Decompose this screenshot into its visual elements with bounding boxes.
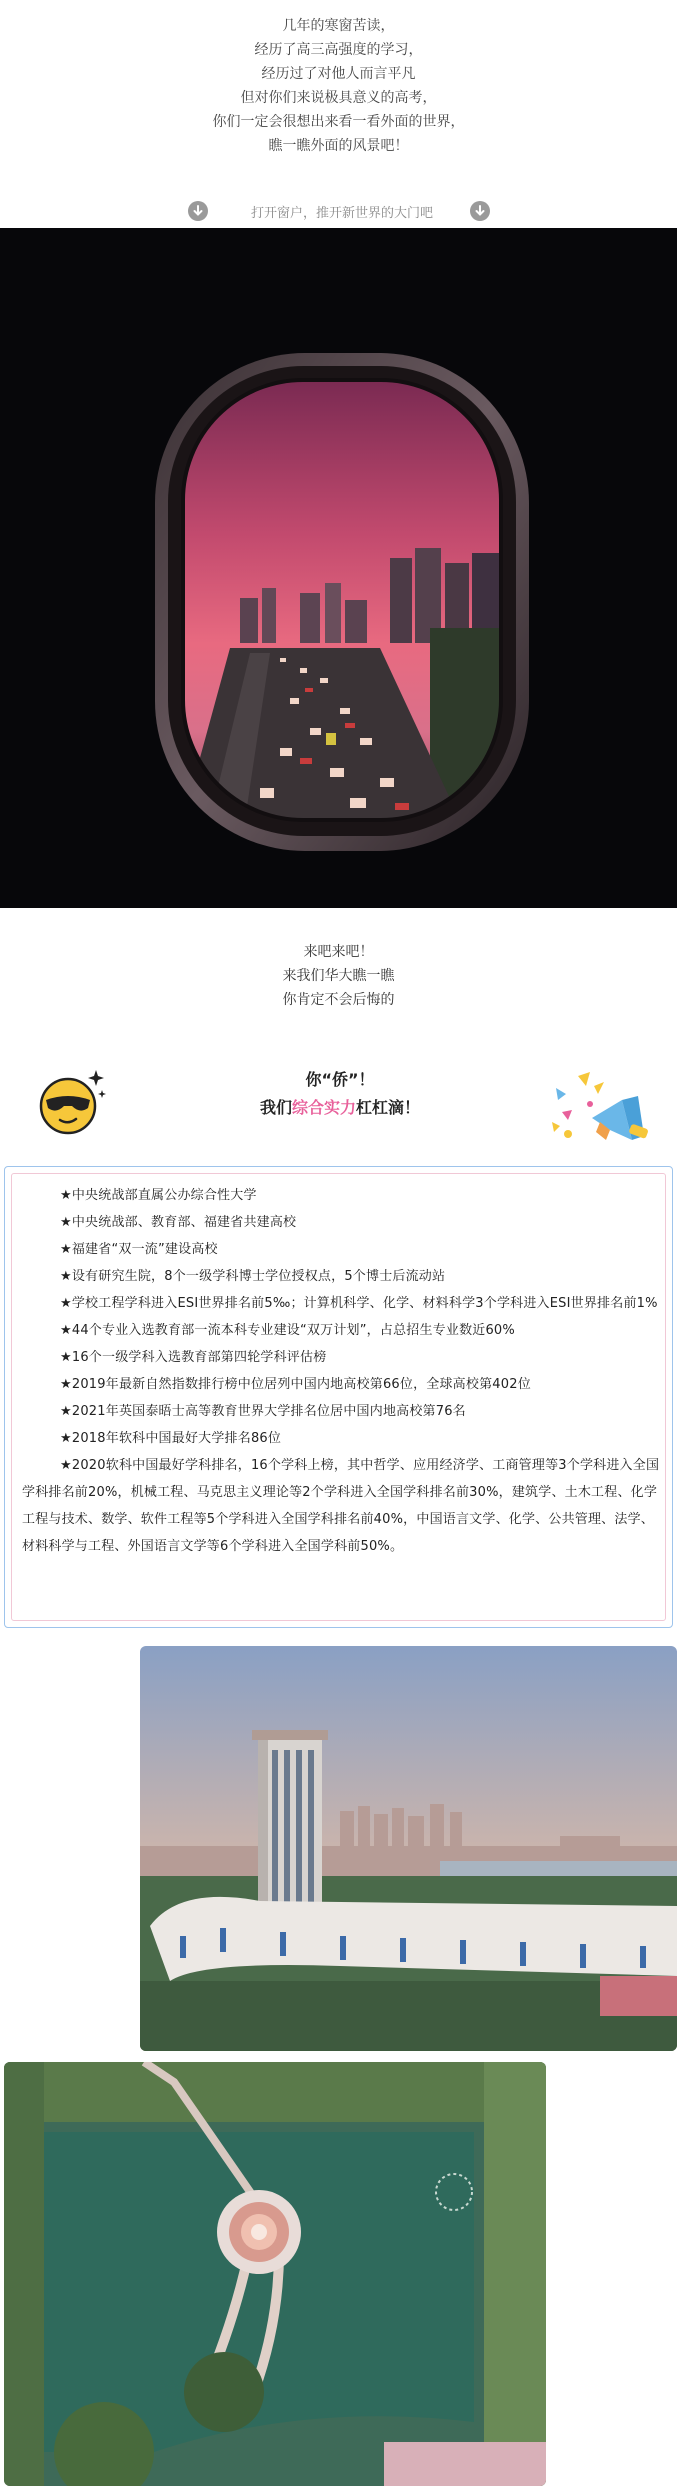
- airplane-window-photo: [0, 228, 677, 908]
- megaphone-confetti-icon: [538, 1060, 658, 1152]
- highlight-item: ★16个一级学科入选教育部第四轮学科评估榜: [60, 1350, 327, 1365]
- intro-section: [0, 0, 677, 221]
- highlights-card: [4, 1166, 673, 1628]
- invitation-line: 你肯定不会后悔的: [282, 992, 395, 1008]
- intro-line: 你们一定会很想出来看一看外面的世界，: [212, 114, 465, 130]
- window-prompt-text: 打开窗户，推开新世界的大门吧: [250, 206, 433, 221]
- intro-line: 几年的寒窗苦读，: [282, 18, 395, 34]
- intro-text: [0, 14, 677, 158]
- banner-highlight: 综合实力: [291, 1098, 356, 1117]
- campus-aerial-photo: [140, 1646, 677, 2051]
- highlight-item: ★中央统战部、教育部、福建省共建高校: [60, 1215, 297, 1230]
- highlight-item: ★设有研究生院，8个一级学科博士学位授权点，5个博士后流动站: [60, 1269, 446, 1284]
- banner-sub-before: 我们: [259, 1098, 292, 1117]
- highlight-item: ★2020软科中国最好学科排名，16个学科上榜，其中哲学、应用经济学、工商管理等3个学科进入全国学科排名前20%，机械工程、马克思主义理论等2个学科进入全国学科排名前30%，建筑学、土木工程、化学工程与技术、数学、软件工程等5个学科进入全国学科排名前40%，中国语言文学、化学、公共管理、法学、材料科学与工程、外国语言文学等6个学科进入全国学科前50%。: [22, 1458, 660, 1554]
- banner-sub-after: 杠杠滴！: [356, 1098, 421, 1117]
- banner-title: 你“侨”！: [305, 1070, 375, 1089]
- cool-sunglasses-emoji-icon: [32, 1062, 112, 1142]
- strength-banner: [0, 1060, 677, 1152]
- intro-line: 经历过了对他人而言平凡: [261, 66, 416, 82]
- intro-line: 瞧一瞧外面的风景吧！: [268, 138, 409, 154]
- intro-line: 但对你们来说极具意义的高考，: [240, 90, 437, 106]
- arrow-down-circle-icon: [188, 201, 208, 221]
- open-window-prompt: [0, 200, 677, 222]
- invitation-text: [0, 940, 677, 1012]
- lake-pavilion-photo: [4, 2062, 546, 2486]
- intro-line: 经历了高三高强度的学习，: [254, 42, 423, 58]
- invitation-line: 来我们华大瞧一瞧: [282, 968, 395, 984]
- highlight-item: ★2018年软科中国最好大学排名86位: [60, 1431, 282, 1446]
- highlight-item: ★2021年英国泰晤士高等教育世界大学排名位居中国内地高校第76名: [60, 1404, 466, 1419]
- arrow-down-circle-icon: [470, 201, 490, 221]
- highlight-item: ★福建省“双一流”建设高校: [60, 1242, 218, 1257]
- banner-subtitle: [180, 1096, 500, 1120]
- invitation-line: 来吧来吧！: [303, 944, 374, 960]
- highlight-item: ★44个专业入选教育部一流本科专业建设“双万计划”，占总招生专业数近60%: [60, 1323, 515, 1338]
- highlight-item: ★中央统战部直属公办综合性大学: [60, 1188, 257, 1203]
- highlight-item: ★学校工程学科进入ESI世界排名前5‰；计算机科学、化学、材料科学3个学科进入ESI世界排名前1%: [60, 1296, 658, 1311]
- highlight-item: ★2019年最新自然指数排行榜中位居列中国内地高校第66位，全球高校第402位: [60, 1377, 531, 1392]
- highlights-list: [11, 1173, 666, 1621]
